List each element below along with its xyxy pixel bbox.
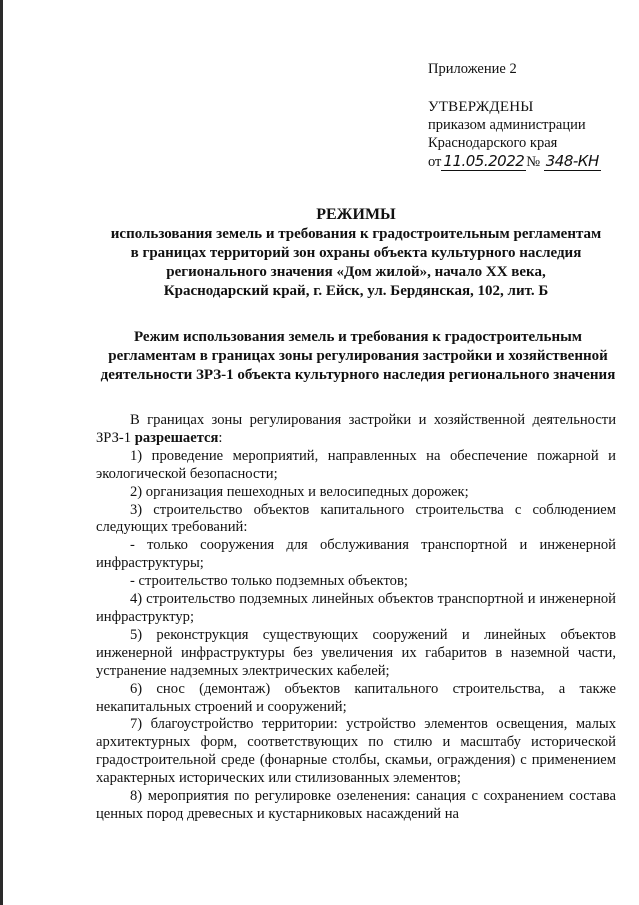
scan-edge [0, 0, 3, 905]
approval-line-1: приказом администрации [428, 117, 586, 133]
title-line: регионального значения «Дом жилой», начало XX века, [166, 264, 546, 280]
list-item: 8) мероприятия по регулировке озеленения: санация с сохранением состава ценных пород древесных и кустарниковых насаждений на [96, 788, 616, 822]
list-item: 2) организация пешеходных и велосипедных дорожек; [130, 483, 469, 500]
list-item: 4) строительство подземных линейных объектов транспортной и инженерной инфраструктур; [96, 591, 616, 625]
list-item: 6) снос (демонтаж) объектов капитального строительства, а также некапитальных строений и сооружений; [96, 680, 616, 715]
intro-suffix: : [218, 429, 223, 446]
title-line: использования земель и требования к градостроительным регламентам [110, 226, 602, 242]
number-label: № [526, 154, 541, 170]
list-item: 3) строительство объектов капитального строительства с соблюдением следующих требований: [96, 501, 616, 536]
list-item: 7) благоустройство территории: устройство элементов освещения, малых архитектурных форм, соответствующих по стилю и масштабу исторической градостроительной среде (фонарные столбы, скамьи, ограждения) с применением характерных исторических или стилизованных элементов; [96, 716, 616, 787]
title-main: РЕЖИМЫ [316, 206, 396, 223]
title-line: Краснодарский край, г. Ейск, ул. Бердянская, 102, лит. Б [163, 283, 549, 299]
intro-bold: разрешается [134, 429, 219, 446]
from-label: от [428, 154, 442, 170]
order-line [428, 152, 633, 171]
title-line: в границах территорий зон охраны объекта культурного наследия [130, 245, 582, 261]
list-item: 5) реконструкция существующих сооружений и линейных объектов инженерной инфраструктуры без увеличения их габаритов в наземной части, устранение надземных электрических кабелей; [96, 626, 616, 679]
list-item: - только сооружения для обслуживания транспортной и инженерной инфраструктуры; [96, 537, 616, 572]
approval-line-2: Краснодарского края [428, 135, 558, 151]
intro-paragraph [96, 412, 616, 448]
appendix-label: Приложение 2 [428, 61, 517, 77]
section-subtitle: Режим использования земель и требования к градостроительным регламентам в границах зоны регулирования застройки и хозяйственной деятельности ЗРЗ-1 объекта культурного наследия регионального значения [100, 329, 616, 383]
approval-block [428, 60, 633, 171]
list-item: 1) проведение мероприятий, направленных на обеспечение пожарной и экологической безопасности; [96, 447, 616, 482]
handwritten-date: 11.05.2022 [443, 152, 525, 170]
list-item: - строительство только подземных объектов; [130, 573, 408, 590]
intro-text: В границах зоны регулирования застройки и хозяйственной деятельности ЗРЗ-1 [96, 412, 616, 446]
handwritten-number: 348-КН [545, 152, 599, 170]
document-title [96, 205, 616, 301]
approved-heading: УТВЕРЖДЕНЫ [428, 99, 534, 115]
document-body [96, 412, 616, 824]
